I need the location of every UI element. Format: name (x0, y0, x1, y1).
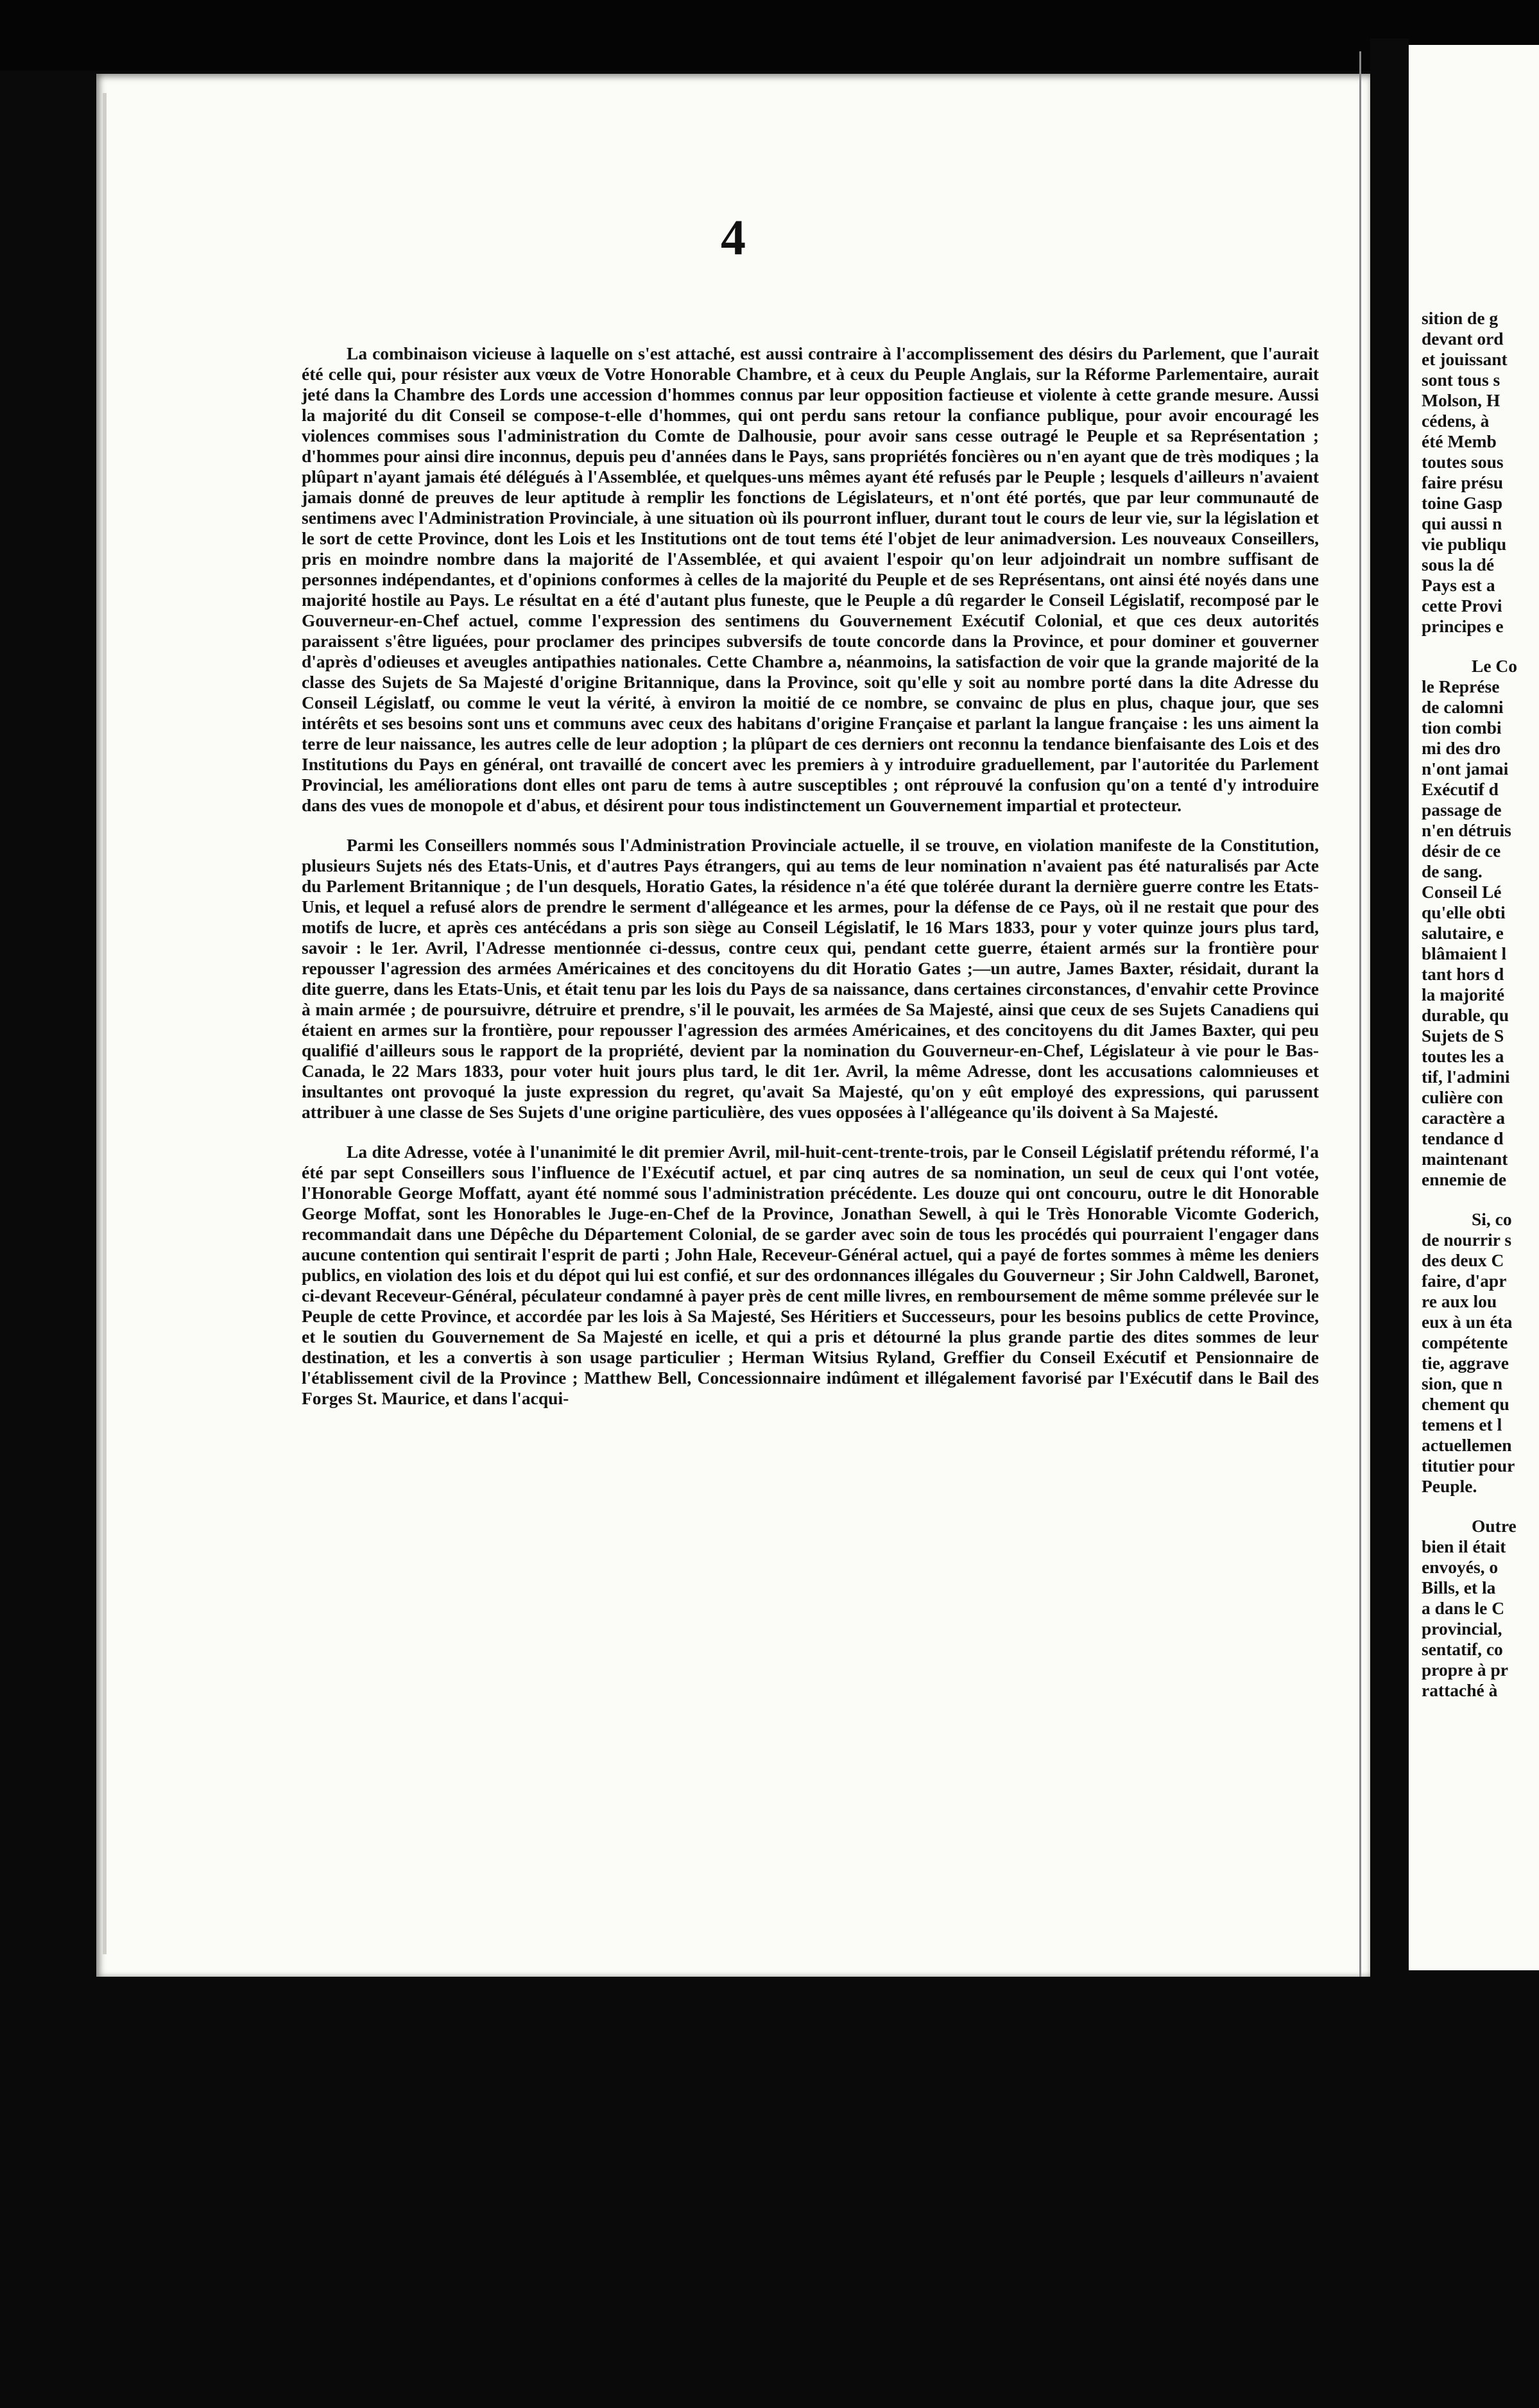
next-page-line: faire, d'apr (1422, 1271, 1507, 1291)
next-page-line: qui aussi n (1422, 513, 1502, 533)
page-number: 4 (721, 209, 746, 265)
next-page-line: vie publiqu (1422, 534, 1507, 554)
next-page-line: provincial, (1422, 1619, 1502, 1638)
next-page-line: durable, qu (1422, 1005, 1509, 1025)
next-page-edge (1409, 45, 1539, 1970)
next-page-line: caractère a (1422, 1108, 1506, 1128)
next-page-line: tant hors d (1422, 964, 1504, 984)
next-page-line: salutaire, e (1422, 923, 1504, 943)
scan-border-top (0, 0, 1539, 71)
next-page-line: de nourrir s (1422, 1230, 1512, 1250)
next-page-line: sous la dé (1422, 555, 1495, 574)
next-page-line: faire présu (1422, 472, 1504, 492)
next-page-line: actuellemen (1422, 1435, 1512, 1455)
next-page-line: n'ont jamai (1422, 759, 1509, 778)
next-page-line: sentatif, co (1422, 1639, 1503, 1659)
next-page-line: et jouissant (1422, 349, 1508, 369)
scan-border-bottom (0, 1977, 1539, 2408)
next-page-line: ennemie de (1422, 1169, 1507, 1189)
next-page-line: Bills, et la (1422, 1578, 1496, 1597)
next-page-line: tif, l'admini (1422, 1067, 1510, 1087)
next-page-line: rattaché à (1422, 1680, 1498, 1700)
next-page-line: mi des dro (1422, 738, 1501, 758)
next-page-line: Peuple. (1422, 1476, 1477, 1496)
gutter-line (1359, 51, 1361, 2009)
next-page-line: tion combi (1422, 718, 1502, 737)
next-page-line: maintenant (1422, 1149, 1508, 1169)
next-page-line: Molson, H (1422, 390, 1500, 410)
next-page-line: compétente (1422, 1332, 1508, 1352)
next-page-line: titutier pour (1422, 1456, 1515, 1475)
next-page-line: tendance d (1422, 1128, 1504, 1148)
next-page-line: Sujets de S (1422, 1026, 1504, 1045)
document-page (96, 74, 1370, 1977)
next-page-text (1422, 308, 1539, 1701)
next-page-line: principes e (1422, 616, 1504, 636)
paragraph: La combinaison vicieuse à laquelle on s'est attaché, est aussi contraire à l'accomplissement des désirs du Parlement, que l'aurait été celle qui, pour résister aux vœux de Votre Honorable Chambre, et à ceux du Peuple Anglais, sur la Réforme Parlementaire, aurait jeté dans la Chambre des Lords une accession d'hommes connus par leur opposition factieuse et violente à cette grande mesure. Aussi la majorité du dit Conseil se compose-t-elle d'hommes, qui ont perdu sans retour la confiance publique, pour avoir encouragé les violences commises sous l'administration du Comte de Dalhousie, pour avoir sans cesse outragé le Peuple et sa Représentation ; d'hommes pour ainsi dire inconnus, depuis peu d'années dans le Pays, sans propriétés foncières ou n'en ayant que de très modiques ; la plûpart n'ayant jamais été délégués à l'Assemblée, et quelques-uns mêmes ayant été refusés par le Peuple ; lesquels d'ailleurs n'avaient jamais donné de preuves de leur aptitude à remplir les fonctions de Législateurs, et n'ont été portés, que par leur communauté de sentimens avec l'Administration Provinciale, à une situation où ils pourront influer, durant tout le cours de leur vie, sur la législation et le sort de cette Province, dont les Lois et les Institutions ont de tout tems été l'objet de leur animadversion. Les nouveaux Conseillers, pris en moindre nombre dans la majorité de l'Assemblée, et qui avaient l'espoir qu'on leur adjoindrait un nombre suffisant de personnes indépendantes, et d'opinions conformes à celles de la majorité du Peuple et de ses Représentans, ont ainsi été noyés dans une majorité hostile au Pays. Le résultat en a été d'autant plus funeste, que le Peuple a dû regarder le Conseil Législatif, recomposé par le Gouverneur-en-Chef actuel, comme l'expression des sentimens du Gouvernement Exécutif Colonial, et que ces deux autorités paraissent s'être liguées, pour proclamer des principes subversifs de toute concorde dans la Province, et pour dominer et gouverner d'après d'odieuses et aveugles antipathies nationales. Cette Chambre a, néanmoins, la satisfaction de voir que la grande majorité de la classe des Sujets de Sa Majesté d'origine Britannique, dans la Province, soit qu'elle y soit au nombre porté dans la dite Adresse du Conseil Législatf, ou comme le veut la vérité, à environ la moitié de ce nombre, se convainc de plus en plus, chaque jour, que ses intérêts et ses besoins sont uns et communs avec ceux des habitans d'origine Française et parlant la langue française : les uns aiment la terre de leur naissance, les autres celle de leur adoption ; la plûpart de ces derniers ont reconnu la tendance bienfaisante des Lois et des Institutions du Pays en général, ont travaillé de concert avec les premiers à y introduire graduellement, par l'autoritée du Parlement Provincial, les améliorations dont elles ont paru de tems à autre susceptibles ; ont réprouvé la confusion qu'on a tenté d'y introduire dans des vues de monopole et d'abus, et désirent pour tous indistinctement un Gouvernement impartial et protecteur. (302, 343, 1319, 815)
next-page-line: de calomni (1422, 697, 1504, 717)
next-page-line: Conseil Lé (1422, 882, 1502, 902)
next-page-line: bien il était (1422, 1536, 1506, 1556)
next-page-line: sion, que n (1422, 1373, 1503, 1393)
next-page-line: Outre (1472, 1516, 1517, 1536)
next-page-line: qu'elle obti (1422, 902, 1506, 922)
page-edge-line (103, 93, 107, 1954)
next-page-line: re aux lou (1422, 1291, 1497, 1311)
next-page-line: propre à pr (1422, 1660, 1508, 1680)
next-page-line: Le Co (1472, 656, 1518, 676)
next-page-line: Si, co (1472, 1209, 1512, 1229)
next-page-line: a dans le C (1422, 1598, 1505, 1618)
next-page-line: culière con (1422, 1087, 1504, 1107)
next-page-line: Pays est a (1422, 575, 1495, 595)
next-page-line: tie, aggrave (1422, 1353, 1509, 1373)
next-page-line: blâmaient l (1422, 943, 1507, 963)
next-page-line: toutes les a (1422, 1046, 1504, 1066)
book-gutter (1370, 39, 1409, 2028)
paragraph: Parmi les Conseillers nommés sous l'Administration Provinciale actuelle, il se trouve, en violation manifeste de la Constitution, plusieurs Sujets nés des Etats-Unis, et d'autres Pays étrangers, qui au tems de leur nomination n'avaient pas été naturalisés par Acte du Parlement Britannique ; de l'un desquels, Horatio Gates, la résidence n'a été que tolérée durant la dernière guerre contre les Etats-Unis, et lequel a refusé alors de prendre le serment d'allégeance et les armes, pour la défense de ce Pays, où il ne restait que pour des motifs de lucre, et après ces antécédans a pris son siège au Conseil Législatif, le 16 Mars 1833, pour y voter quinze jours plus tard, savoir : le 1er. Avril, l'Adresse mentionnée ci-dessus, contre ceux qui, pendant cette guerre, étaient armés sur la frontière pour repousser l'agression des armées Américaines et des concitoyens du dit Horatio Gates ;—un autre, James Baxter, résidait, durant la dite guerre, dans les Etats-Unis, et était tenu par les lois du Pays de sa naissance, dans certaines circonstances, d'envahir cette Province à main armée ; de poursuivre, détruire et prendre, s'il le pouvait, les armées de Sa Majesté, ainsi que ceux de ses Sujets Canadiens qui étaient en armes sur la frontière, pour repousser l'agression des armées Américaines, et des concitoyens du dit James Baxter, qui peu qualifié d'ailleurs sous le rapport de la propriété, devient par la nomination du Gouverneur-en-Chef, Législateur à vie pour le Bas-Canada, le 22 Mars 1833, pour voter huit jours plus tard, le dit 1er. Avril, la même Adresse, dont les accusations calomnieuses et insultantes ont provoqué la juste expression du regret, qu'avait Sa Majesté, qu'on y eût employé des expressions, qui parussent attribuer à une classe de Ses Sujets d'une origine particulière, des vues opposées à l'allégeance qu'ils doivent à Sa Majesté. (302, 835, 1319, 1122)
next-page-line: cédens, à (1422, 411, 1490, 431)
next-page-line: envoyés, o (1422, 1557, 1499, 1577)
next-page-line: n'en détruis (1422, 820, 1511, 840)
next-page-line: cette Provi (1422, 596, 1502, 615)
next-page-line: désir de ce (1422, 841, 1501, 861)
next-page-line: passage de (1422, 800, 1502, 820)
next-page-line: toine Gasp (1422, 493, 1503, 513)
next-page-line: le Représe (1422, 676, 1500, 696)
next-page-line: des deux C (1422, 1250, 1504, 1270)
next-page-line: chement qu (1422, 1394, 1509, 1414)
next-page-line: sont tous s (1422, 370, 1500, 390)
next-page-line: la majorité (1422, 985, 1505, 1004)
next-page-line: eux à un éta (1422, 1312, 1513, 1332)
next-page-line: de sang. (1422, 861, 1483, 881)
next-page-line: temens et l (1422, 1415, 1502, 1434)
paragraph: La dite Adresse, votée à l'unanimité le dit premier Avril, mil-huit-cent-trente-trois, par le Conseil Législatif prétendu réformé, l'a été par sept Conseillers sous l'influence de l'Exécutif actuel, et par cinq autres de sa nomination, un seul de ceux qui l'ont votée, l'Honorable George Moffatt, ayant été nommé sous l'administration précédente. Les douze qui ont concouru, outre le dit Honorable George Moffat, sont les Honorables le Juge-en-Chef de la Province, Jonathan Sewell, à qui le Très Honorable Vicomte Goderich, recommandait dans une Dépêche du Département Colonial, de se garder avec soin de tous les procédés qui pourraient l'engager dans aucune contention qui sentirait l'esprit de parti ; John Hale, Receveur-Général actuel, qui a payé de fortes sommes à même les deniers publics, en violation des lois et du dépot qui lui est confié, et sur des ordonnances illégales du Gouverneur ; Sir John Caldwell, Baronet, ci-devant Receveur-Général, péculateur condamné à payer près de cent mille livres, en remboursement de même somme prélevée sur le Peuple de cette Province, et accordée par les lois à Sa Majesté, Ses Héritiers et Successeurs, pour les besoins publics de cette Province, et le soutien du Gouvernement de Sa Majesté en icelle, et qui a pris et détourné la plus grande partie des dites sommes de leur destination, et les a convertis à son usage particulier ; Herman Witsius Ryland, Greffier du Conseil Exécutif et Pensionnaire de l'établissement civil de la Province ; Matthew Bell, Concessionnaire indûment et illégalement favorisé par l'Exécutif dans le Bail des Forges St. Maurice, et dans l'acqui- (302, 1142, 1319, 1408)
next-page-line: Exécutif d (1422, 779, 1499, 799)
next-page-line: été Memb (1422, 431, 1497, 451)
next-page-line: sition de g (1422, 308, 1499, 328)
next-page-line: devant ord (1422, 329, 1504, 348)
text-body (302, 343, 1319, 1428)
next-page-line: toutes sous (1422, 452, 1504, 472)
